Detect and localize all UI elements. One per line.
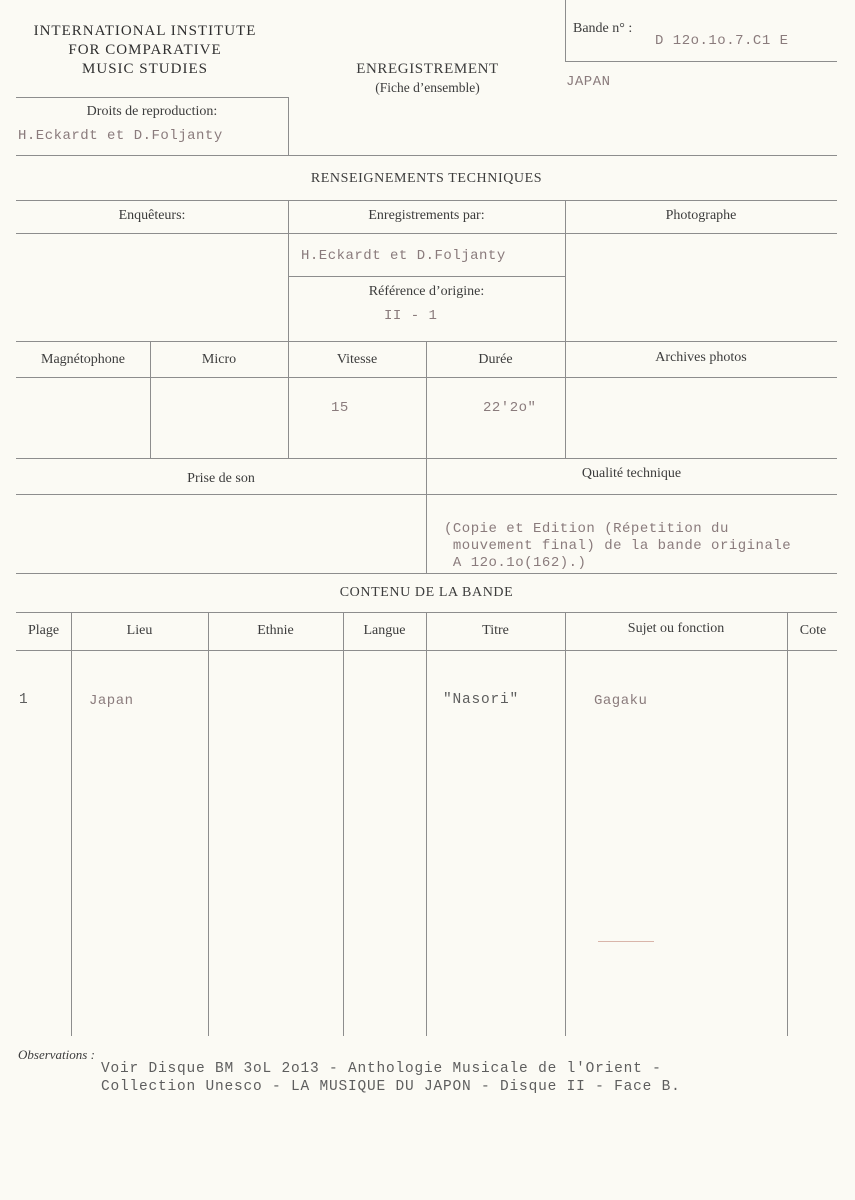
qualite-label: Qualité technique xyxy=(581,466,682,481)
institute-line-1: INTERNATIONAL INSTITUTE xyxy=(33,23,257,39)
cell-sujet: Gagaku xyxy=(594,693,648,709)
bande-label: Bande n° : xyxy=(573,21,633,36)
duree-value: 22'2o" xyxy=(483,400,537,416)
institute-name xyxy=(14,22,276,79)
cell-plage: 1 xyxy=(19,692,29,708)
pencil-mark xyxy=(598,941,654,942)
col-header-cote: Cote xyxy=(799,623,827,638)
cell-lieu: Japan xyxy=(89,693,134,709)
country-value: JAPAN xyxy=(566,74,611,90)
observations-text xyxy=(101,1060,681,1096)
section-title-contenu: CONTENU DE LA BANDE xyxy=(339,585,514,600)
enregistrements-value: H.Eckardt et D.Foljanty xyxy=(301,248,506,264)
magnetophone-label: Magnétophone xyxy=(41,352,125,367)
vitesse-label: Vitesse xyxy=(336,352,378,367)
col-header-plage: Plage xyxy=(27,623,60,638)
vitesse-value: 15 xyxy=(331,400,349,416)
archives-label: Archives photos xyxy=(655,350,747,365)
col-header-titre: Titre xyxy=(482,623,509,638)
col-header-ethnie: Ethnie xyxy=(257,623,294,638)
institute-line-3: MUSIC STUDIES xyxy=(82,61,208,77)
col-header-sujet: Sujet ou fonction xyxy=(627,621,725,636)
section-title-tech: RENSEIGNEMENTS TECHNIQUES xyxy=(310,171,543,186)
form-title: ENREGISTREMENT xyxy=(356,61,499,77)
observations-line-2: Collection Unesco - LA MUSIQUE DU JAPON - Disque II - Face B. xyxy=(101,1079,681,1095)
reference-value: II - 1 xyxy=(384,308,438,324)
observations-label: Observations : xyxy=(18,1047,95,1062)
col-header-langue: Langue xyxy=(363,623,406,638)
photographe-label: Photographe xyxy=(665,208,737,223)
droits-label: Droits de reproduction: xyxy=(86,104,218,119)
qualite-line-2: mouvement final) de la bande originale xyxy=(444,538,792,554)
institute-line-2: FOR COMPARATIVE xyxy=(68,42,222,58)
qualite-notes xyxy=(444,521,791,572)
reference-label: Référence d’origine: xyxy=(368,284,485,299)
micro-label: Micro xyxy=(201,352,237,367)
enqueteurs-label: Enquêteurs: xyxy=(118,208,186,223)
col-header-lieu: Lieu xyxy=(126,623,153,638)
enregistrements-label: Enregistrements par: xyxy=(368,208,485,223)
bande-number: D 12o.1o.7.C1 E xyxy=(655,33,789,49)
qualite-line-1: (Copie et Edition (Répetition du xyxy=(444,521,729,537)
cell-titre: "Nasori" xyxy=(443,692,520,708)
observations-line-1: Voir Disque BM 3oL 2o13 - Anthologie Musicale de l'Orient - xyxy=(101,1061,662,1077)
droits-value: H.Eckardt et D.Foljanty xyxy=(18,128,223,144)
form-subtitle: (Fiche d’ensemble) xyxy=(375,80,480,95)
duree-label: Durée xyxy=(478,352,513,367)
prise-de-son-label: Prise de son xyxy=(187,471,255,486)
qualite-line-3: A 12o.1o(162).) xyxy=(444,555,587,571)
